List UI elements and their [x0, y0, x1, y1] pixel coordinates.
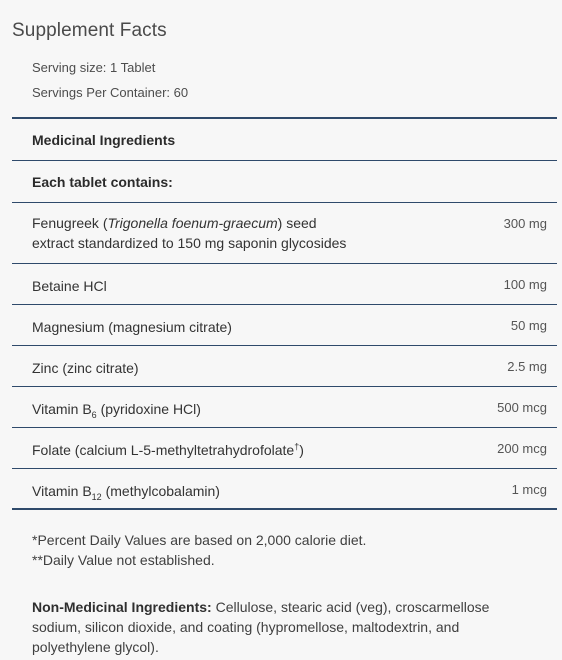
ingredient-row-magnesium — [12, 305, 557, 346]
ingredient-name-part: Folate (calcium L-5-methyltetrahydrofolate — [32, 442, 295, 458]
ingredient-row-vitamin-b6 — [12, 387, 557, 428]
ingredient-name-part: (methylcobalamin) — [101, 483, 220, 499]
footnotes — [32, 530, 366, 570]
ingredient-name: Magnesium (magnesium citrate) — [32, 319, 232, 335]
section-header-row — [12, 119, 557, 161]
ingredient-name — [32, 213, 452, 253]
ingredient-name — [32, 399, 452, 419]
ingredient-row-zinc — [12, 346, 557, 387]
sub-header: Each tablet contains: — [32, 174, 173, 190]
ingredient-row-vitamin-b12 — [12, 469, 557, 510]
ingredient-name — [32, 481, 452, 501]
section-header: Medicinal Ingredients — [32, 132, 176, 148]
ingredient-name: Zinc (zinc citrate) — [32, 360, 139, 376]
ingredient-name-part: ) — [299, 442, 304, 458]
ingredient-amount: 100 mg — [503, 277, 547, 292]
page-title: Supplement Facts — [12, 20, 167, 41]
sub-header-row — [12, 161, 557, 203]
ingredient-amount: 1 mcg — [511, 482, 547, 497]
ingredient-subscript: 6 — [91, 409, 97, 420]
ingredients-table — [12, 117, 557, 510]
ingredient-name-part: Vitamin B — [32, 401, 92, 417]
ingredient-row-folate — [12, 428, 557, 469]
ingredient-amount: 2.5 mg — [507, 359, 547, 374]
ingredient-name-part: (pyridoxine HCl) — [96, 401, 201, 417]
serving-size: Serving size: 1 Tablet — [32, 60, 156, 75]
non-medicinal-label: Non-Medicinal Ingredients: — [32, 599, 212, 615]
ingredient-latin-name: Trigonella foenum-graecum — [107, 215, 278, 231]
ingredient-amount: 300 mg — [503, 216, 547, 231]
ingredient-amount: 50 mg — [510, 318, 547, 333]
servings-per-container: Servings Per Container: 60 — [32, 85, 189, 100]
ingredient-name: Betaine HCl — [32, 278, 107, 294]
footnote-not-established: **Daily Value not established. — [32, 552, 215, 568]
non-medicinal-text: Cellulose, stearic acid (veg), croscarmellose sodium, silicon dioxide, and coating (hypromellose, maltodextrin, and polyethylene glycol). — [32, 599, 490, 655]
ingredient-name-part: ) seed — [277, 215, 317, 231]
non-medicinal-ingredients — [32, 597, 532, 657]
ingredient-name-part: Fenugreek ( — [32, 215, 108, 231]
ingredient-subscript: 12 — [91, 491, 102, 502]
ingredient-amount: 200 mcg — [497, 441, 547, 456]
ingredient-row-fenugreek — [12, 203, 557, 264]
ingredient-amount: 500 mcg — [497, 400, 547, 415]
ingredient-row-betaine — [12, 264, 557, 305]
ingredient-superscript: † — [294, 441, 300, 452]
ingredient-description: extract standardized to 150 mg saponin glycosides — [32, 235, 347, 251]
ingredient-name-part: Vitamin B — [32, 483, 92, 499]
ingredient-name — [32, 440, 452, 460]
footnote-daily-values: *Percent Daily Values are based on 2,000 calorie diet. — [32, 532, 367, 548]
